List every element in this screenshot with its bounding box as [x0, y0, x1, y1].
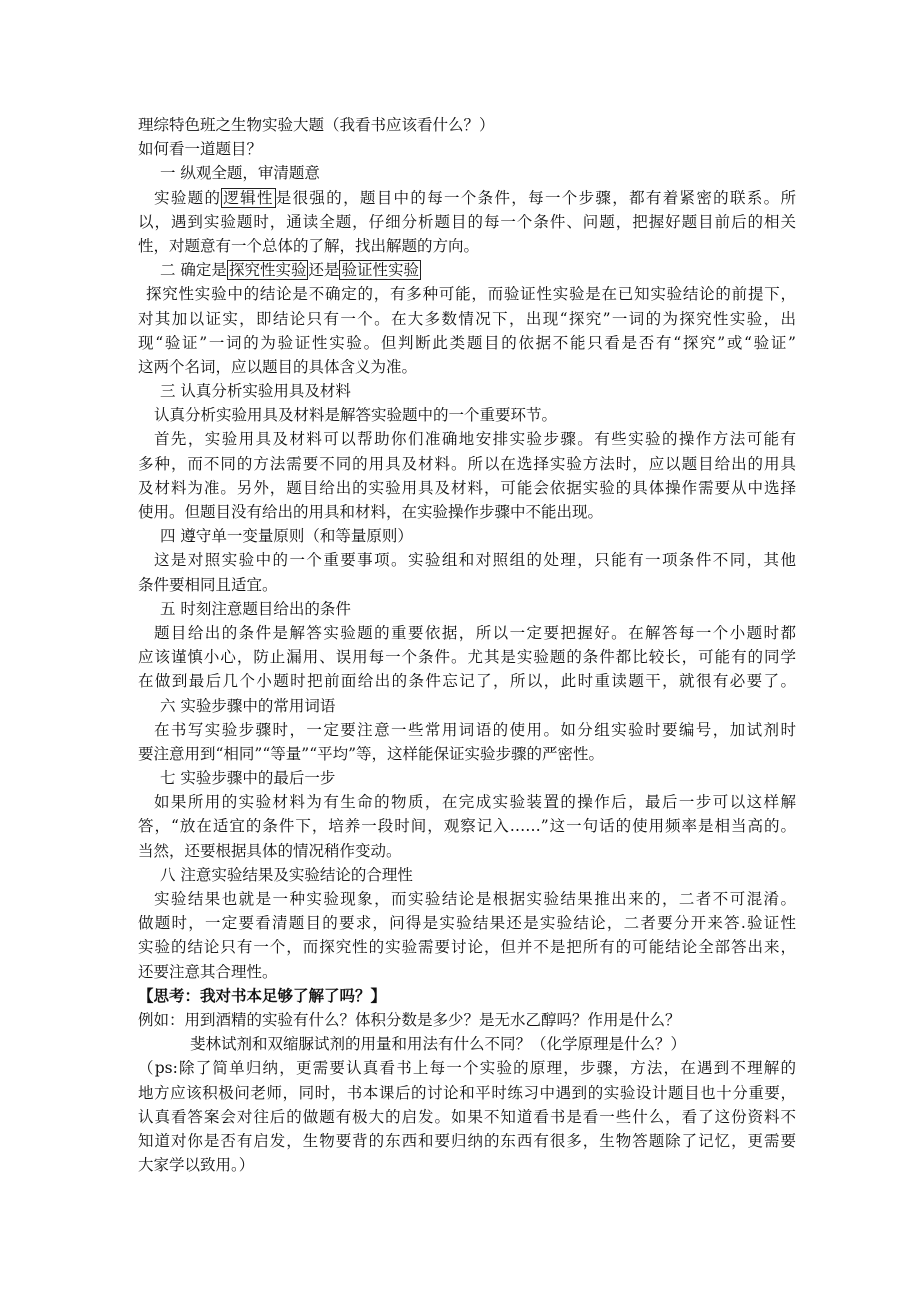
text-line [138, 427, 796, 451]
text-segment: 在书写实验步骤时，一定要注意一些常用词语的使用。如分组实验时要编号，加试剂时 [154, 720, 796, 739]
text-segment: 二 确定是 [160, 261, 227, 280]
text-line [138, 548, 796, 572]
text-line [138, 839, 796, 863]
text-line [138, 1008, 796, 1032]
section-heading [138, 161, 796, 185]
text-segment: 三 认真分析实验用具及材料 [160, 382, 351, 401]
text-line [138, 1056, 796, 1080]
text-line [138, 186, 796, 210]
text-segment: 这是对照实验中的一个重要事项。实验组和对照组的处理，只能有一项条件不同，其他 [154, 551, 796, 570]
section-heading [138, 524, 796, 548]
text-line [138, 452, 796, 476]
text-segment: 知道对你是否有启发，生物要背的东西和要归纳的东西有很多，生物答题除了记忆，更需要 [138, 1131, 796, 1150]
text-line [138, 282, 796, 306]
text-segment: 以，遇到实验题时，通读全题，仔细分析题目的每一个条件、问题，把握好题目前后的相关 [138, 212, 796, 231]
text-line [138, 137, 796, 161]
text-line [138, 403, 796, 427]
text-segment: 还要注意其合理性。 [138, 962, 278, 981]
text-segment: 做题时，一定要看清题目的要求，问得是实验结果还是实验结论，二者要分开来答.验证性 [138, 914, 796, 933]
text-segment: 首先，实验用具及材料可以帮助你们准确地安排实验步骤。有些实验的操作方法可能有 [154, 430, 796, 449]
text-line [138, 742, 796, 766]
text-segment: 应该谨慎小心，防止漏用、误用每一个条件。尤其是实验题的条件都比较长，可能有的同学 [138, 648, 796, 667]
text-segment: 斐林试剂和双缩脲试剂的用量和用法有什么不同？（化学原理是什么？） [190, 1035, 687, 1054]
section-heading [138, 694, 796, 718]
text-segment: 题目给出的条件是解答实验题的重要依据，所以一定要把握好。在解答每一个小题时都 [154, 623, 796, 642]
text-segment: 四 遵守单一变量原则（和等量原则） [160, 527, 413, 546]
text-segment: 地方应该积极问老师，同时，书本课后的讨论和平时练习中遇到的实验设计题目也十分重要， [138, 1083, 796, 1102]
document-title: 理综特色班之生物实验大题（我看书应该看什么？） [138, 116, 495, 134]
text-line [138, 621, 796, 645]
text-line [138, 718, 796, 742]
text-line [138, 814, 796, 838]
text-line [138, 331, 796, 355]
boxed-term: 逻辑性 [223, 188, 274, 207]
text-segment: 实验结果也就是一种实验现象，而实验结论是根据实验结果推出来的，二者不可混淆。 [154, 890, 796, 908]
text-segment: 还是 [308, 261, 340, 280]
text-segment: 实验题的 [154, 188, 222, 207]
text-line [138, 573, 796, 597]
text-segment: 现“验证”一词的为验证性实验。但判断此类题目的依据不能只看是否有“探究”或“验证” [138, 333, 796, 352]
text-segment: 例如：用到酒精的实验有什么？体积分数是多少？是无水乙醇吗？作用是什么？ [138, 1010, 681, 1029]
text-line [138, 500, 796, 524]
text-segment: 认真分析实验用具及材料是解答实验题中的一个重要环节。 [154, 406, 558, 425]
text-segment: 条件要相同且适宜。 [138, 575, 278, 594]
text-segment: 五 时刻注意题目给出的条件 [160, 599, 351, 618]
section-heading [138, 379, 796, 403]
text-segment: 对其加以证实，即结论只有一个。在大多数情况下，出现“探究”一词的为探究性实验，出 [138, 309, 796, 328]
text-segment: 如何看一道题目？ [138, 140, 263, 159]
section-heading [138, 258, 796, 282]
text-line [138, 1081, 796, 1105]
text-segment: 是很强的，题目中的每一个条件，每一个步骤，都有着紧密的联系。所 [275, 188, 796, 207]
text-line [138, 1129, 796, 1153]
text-line [138, 960, 796, 984]
text-segment: 使用。但题目没有给出的用具和材料，在实验操作步骤中不能出现。 [138, 503, 604, 521]
text-line [138, 1105, 796, 1129]
text-segment: 认真看答案会对往后的做题有极大的启发。如果不知道看书是看一些什么，看了这份资料不 [138, 1107, 796, 1126]
document-body [138, 113, 796, 1177]
text-segment: 八 注意实验结果及实验结论的合理性 [160, 865, 413, 884]
text-segment: 性，对题意有一个总体的了解，找出解题的方向。 [138, 236, 480, 255]
text-segment: 答，“放在适宜的条件下，培养一段时间，观察记入……”这一句话的使用频率是相当高的。 [138, 817, 796, 836]
text-segment: 如果所用的实验材料为有生命的物质，在完成实验装置的操作后，最后一步可以这样解 [154, 793, 796, 812]
text-segment: 要注意用到“相同”“等量”“平均”等，这样能保证实验步骤的严密性。 [138, 744, 605, 763]
text-line [138, 1032, 796, 1056]
text-segment: 当然，还要根据具体的情况稍作变动。 [138, 841, 402, 860]
text-line [138, 935, 796, 959]
text-segment: 六 实验步骤中的常用词语 [160, 696, 336, 715]
boxed-term: 验证性实验 [341, 261, 419, 280]
text-segment: 实验的结论只有一个，而探究性的实验需要讨论，但并不是把所有的可能结论全部答出来， [138, 938, 796, 957]
section-heading [138, 863, 796, 887]
think-heading [138, 984, 796, 1008]
text-line [138, 355, 796, 379]
text-segment: 大家学以致用。） [138, 1156, 255, 1175]
text-line [138, 476, 796, 500]
text-segment: （ps:除了简单归纳，更需要认真看书上每一个实验的原理，步骤，方法，在遇到不理解的 [138, 1059, 796, 1078]
text-line [138, 669, 796, 693]
text-segment: 一 纵观全题，审清题意 [160, 164, 320, 183]
text-line [138, 645, 796, 669]
text-line [138, 234, 796, 258]
boxed-term: 探究性实验 [228, 261, 307, 280]
text-line [138, 1153, 796, 1177]
text-segment: 多种，而不同的方法需要不同的用具及材料。所以在选择实验方法时，应以题目给出的用具 [138, 454, 796, 473]
text-line [138, 210, 796, 234]
text-segment: 七 实验步骤中的最后一步 [160, 769, 336, 788]
text-segment: 在做到最后几个小题时把前面给出的条件忘记了，所以，此时重读题干，就很有必要了。 [138, 672, 796, 691]
text-line [138, 911, 796, 935]
section-heading [138, 766, 796, 790]
text-segment: 及材料为准。另外，题目给出的实验用具及材料，可能会依据实验的具体操作需要从中选择 [138, 478, 796, 497]
text-segment: 【思考：我对书本足够了解了吗？】 [138, 986, 387, 1005]
text-segment: 这两个名词，应以题目的具体含义为准。 [138, 357, 418, 376]
text-line [138, 307, 796, 331]
text-segment: 探究性实验中的结论是不确定的，有多种可能，而验证性实验是在已知实验结论的前提下， [146, 285, 796, 304]
section-heading [138, 597, 796, 621]
text-line [138, 887, 796, 911]
text-line [138, 790, 796, 814]
